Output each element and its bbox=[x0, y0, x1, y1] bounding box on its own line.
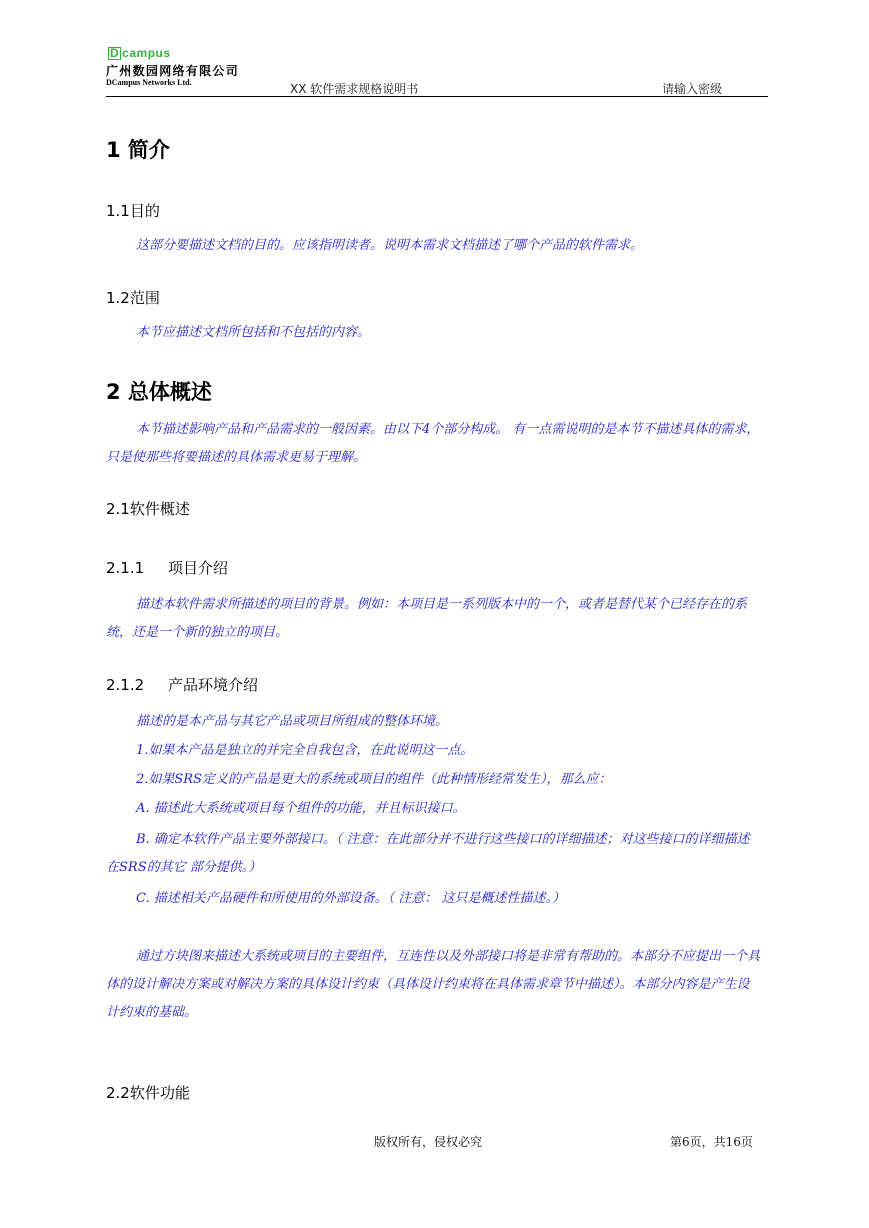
overview-paragraph: 本节描述影响产品和产品需求的一般因素。由以下4个部分构成。 有一点需说明的是本节不描述具体的需求，只是使那些将要描述的具体需求更易于理解。 bbox=[106, 422, 760, 465]
heading-number: 2.1.2 bbox=[106, 676, 145, 694]
company-name-cn: 广州数园网络有限公司 bbox=[106, 64, 240, 78]
heading-2-1-software-overview: 2.1软件概述 bbox=[106, 500, 190, 518]
heading-2-1-2 bbox=[106, 674, 258, 695]
heading-title: 项目介绍 bbox=[168, 559, 229, 577]
env-line-3: 2.如果SRS定义的产品是更大的系统或项目的组件（此种情形经常发生），那么应： bbox=[136, 772, 612, 787]
heading-number: 2.1.1 bbox=[106, 559, 145, 577]
heading-title: 产品环境介绍 bbox=[168, 676, 259, 694]
env-line-1: 描述的是本产品与其它产品或项目所组成的整体环境。 bbox=[136, 714, 449, 729]
page-number: 第6页，共16页 bbox=[670, 1135, 753, 1149]
heading-1-1-purpose: 1.1目的 bbox=[106, 202, 160, 220]
logo-word: campus bbox=[122, 46, 171, 60]
env-item-c: C. 描述相关产品硬件和所使用的外部设备。（ 注意： 这只是概述性描述。） bbox=[136, 891, 566, 906]
heading-1-2-scope: 1.2范围 bbox=[106, 289, 160, 307]
env-line-4: A. 描述此大系统或项目每个组件的功能，并且标识接口。 bbox=[136, 801, 466, 816]
secrecy-level: 请输入密级 bbox=[662, 82, 723, 96]
company-logo bbox=[108, 46, 171, 60]
heading-2-2-software-functions: 2.2软件功能 bbox=[106, 1084, 190, 1102]
copyright-notice: 版权所有，侵权必究 bbox=[374, 1135, 483, 1149]
heading-2-overview: 2 总体概述 bbox=[106, 380, 212, 404]
scope-paragraph: 本节应描述文档所包括和不包括的内容。 bbox=[136, 325, 371, 340]
company-name-en: DCampus Networks Ltd. bbox=[106, 78, 192, 87]
project-intro-paragraph: 描述本软件需求所描述的项目的背景。例如：本项目是一系列版本中的一个，或者是替代某个已经存在的系统，还是一个新的独立的项目。 bbox=[106, 597, 748, 640]
document-title: XX 软件需求规格说明书 bbox=[290, 82, 419, 96]
header-divider bbox=[106, 96, 768, 97]
env-item-b: B. 确定本软件产品主要外部接口。（ 注意：在此部分并不进行这些接口的详细描述；对这些接口的详细描述在SRS的其它 部分提供。） bbox=[106, 832, 750, 875]
logo-letter: D bbox=[110, 46, 120, 60]
purpose-paragraph: 这部分要描述文档的目的。应该指明读者。说明本需求文档描述了哪个产品的软件需求。 bbox=[136, 238, 644, 253]
heading-2-1-1 bbox=[106, 557, 228, 578]
block-diagram-paragraph: 通过方块图来描述大系统或项目的主要组件，互连性以及外部接口将是非常有帮助的。本部分不应提出一个具体的设计解决方案或对解决方案的具体设计约束（具体设计约束将在具体需求章节中描述）。本部分内容是产生设计约束的基础。 bbox=[106, 949, 761, 1020]
env-line-2: 1.如果本产品是独立的并完全自我包含，在此说明这一点。 bbox=[136, 743, 474, 758]
heading-1-intro: 1 简介 bbox=[106, 138, 170, 162]
